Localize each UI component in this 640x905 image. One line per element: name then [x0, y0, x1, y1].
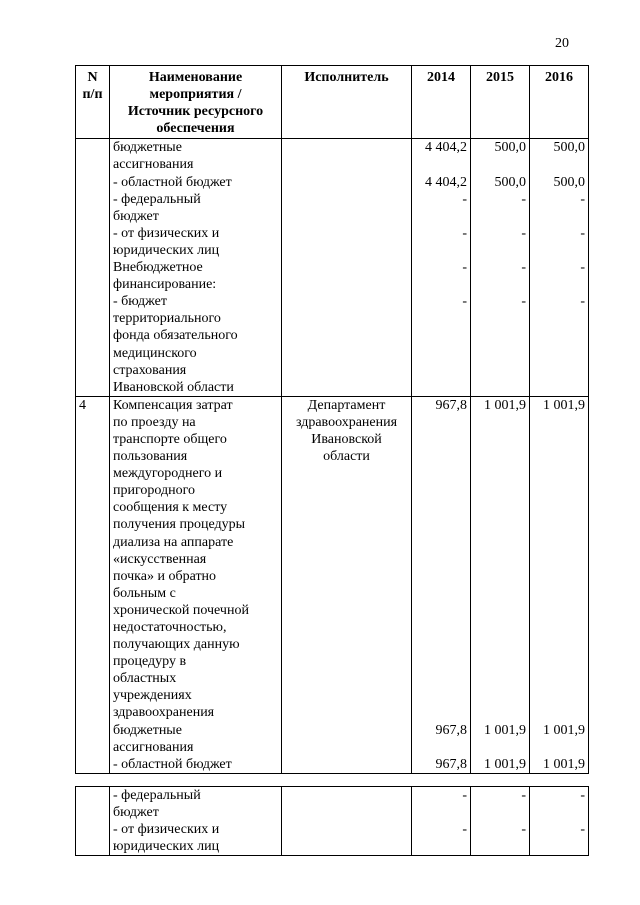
cell-line: [533, 465, 585, 482]
cell-line: бюджет: [113, 805, 159, 821]
cell-line: медицинского: [113, 345, 197, 361]
cell-line: [474, 670, 526, 687]
cell-line: [474, 431, 526, 448]
cell-line: [415, 687, 467, 704]
cell-line: -: [462, 788, 467, 803]
cell-line: [533, 242, 585, 259]
cell-line: 500,0: [494, 140, 526, 156]
cell-line: [474, 465, 526, 482]
cell-line: [474, 156, 526, 173]
cell-line: Департамент: [307, 397, 386, 413]
cell-line: [474, 414, 526, 431]
program-table-continued: [75, 786, 589, 856]
header-2016: 2016: [530, 66, 589, 139]
row-2015: [471, 396, 530, 773]
cell-line: [415, 156, 467, 173]
cell-line: недостаточностью,: [113, 620, 227, 635]
cell-line: страхования: [113, 362, 187, 378]
cell-line: - областной бюджет: [113, 174, 232, 190]
cell-line: -: [580, 788, 585, 803]
row-num: [76, 139, 110, 396]
cell-line: -: [580, 260, 585, 276]
cell-line: [533, 687, 585, 704]
cell-line: почка» и обратно: [113, 568, 217, 584]
table-row: [76, 139, 589, 396]
cell-line: - областной бюджет: [113, 756, 232, 772]
row-name: [110, 787, 282, 856]
cell-line: - от физических и: [113, 822, 220, 838]
cell-line: юридических лиц: [113, 839, 220, 855]
row-2014: [412, 396, 471, 773]
cell-line: [415, 804, 467, 821]
cell-line: [533, 534, 585, 551]
cell-line: [533, 414, 585, 431]
cell-line: [474, 687, 526, 704]
cell-line: получения процедуры: [113, 517, 246, 533]
cell-line: Ивановской области: [113, 379, 234, 395]
cell-line: [474, 482, 526, 499]
row-executor: [282, 787, 412, 856]
row-num: [76, 787, 110, 856]
cell-line: [415, 670, 467, 687]
cell-line: 500,0: [494, 174, 526, 190]
cell-line: междугороднего и: [113, 466, 223, 482]
cell-line: транспорте общего: [113, 431, 227, 447]
cell-line: [474, 276, 526, 293]
cell-line: пригородного: [113, 483, 195, 499]
row-num: 4: [76, 396, 110, 773]
cell-line: учреждениях: [113, 688, 192, 704]
cell-line: [415, 516, 467, 533]
cell-line: бюджетные: [113, 722, 182, 738]
cell-line: [474, 208, 526, 225]
cell-line: [474, 568, 526, 585]
cell-line: по проезду на: [113, 414, 196, 430]
cell-line: -: [462, 260, 467, 276]
cell-line: [415, 602, 467, 619]
header-2015: 2015: [471, 66, 530, 139]
cell-line: [474, 448, 526, 465]
cell-line: [533, 551, 585, 568]
cell-line: 1 001,9: [484, 397, 526, 413]
cell-line: [474, 804, 526, 821]
cell-line: 967,8: [435, 722, 467, 738]
row-2015: [471, 139, 530, 396]
cell-line: 1 001,9: [484, 756, 526, 772]
cell-line: [533, 585, 585, 602]
cell-line: - федеральный: [113, 191, 201, 207]
cell-line: [415, 619, 467, 636]
row-name: [110, 396, 282, 773]
cell-line: [415, 431, 467, 448]
cell-line: процедуру в: [113, 654, 187, 670]
header-2014: 2014: [412, 66, 471, 139]
cell-line: -: [521, 788, 526, 803]
cell-line: «искусственная: [113, 551, 207, 567]
cell-line: -: [580, 294, 585, 310]
cell-line: территориального: [113, 311, 221, 327]
cell-line: [415, 534, 467, 551]
cell-line: здравоохранения: [113, 705, 215, 721]
cell-line: 1 001,9: [543, 722, 585, 738]
cell-line: [533, 448, 585, 465]
cell-line: [415, 636, 467, 653]
row-name: [110, 139, 282, 396]
cell-line: Ивановской: [311, 431, 382, 447]
cell-line: [415, 653, 467, 670]
cell-line: [474, 516, 526, 533]
cell-line: [415, 276, 467, 293]
cell-line: [533, 804, 585, 821]
cell-line: 967,8: [435, 397, 467, 413]
cell-line: [533, 619, 585, 636]
cell-line: [474, 242, 526, 259]
cell-line: больным с: [113, 585, 176, 601]
cell-line: -: [462, 191, 467, 207]
cell-line: 4 404,2: [425, 140, 467, 156]
cell-line: диализа на аппарате: [113, 534, 234, 550]
cell-line: бюджетные: [113, 140, 182, 156]
header-name: Наименование мероприятия / Источник ресурсного обеспечения: [110, 66, 282, 139]
row-2016: [530, 787, 589, 856]
cell-line: 1 001,9: [543, 756, 585, 772]
cell-line: [474, 704, 526, 721]
cell-line: [415, 568, 467, 585]
header-executor: Исполнитель: [282, 66, 412, 139]
cell-line: получающих данную: [113, 637, 240, 653]
cell-line: - от физических и: [113, 225, 220, 241]
row-2014: [412, 787, 471, 856]
cell-line: здравоохранения: [295, 414, 398, 430]
cell-line: [533, 704, 585, 721]
cell-line: [533, 739, 585, 756]
row-2016: [530, 396, 589, 773]
cell-line: [474, 585, 526, 602]
cell-line: [415, 414, 467, 431]
cell-line: [474, 653, 526, 670]
cell-line: [474, 619, 526, 636]
header-num: N п/п: [76, 66, 110, 139]
cell-line: [533, 568, 585, 585]
table-row: [76, 396, 589, 773]
cell-line: фонда обязательного: [113, 328, 238, 344]
cell-line: Компенсация затрат: [113, 397, 233, 413]
cell-line: 4 404,2: [425, 174, 467, 190]
cell-line: -: [462, 294, 467, 310]
cell-line: -: [580, 225, 585, 241]
cell-line: [533, 276, 585, 293]
table-row: [76, 787, 589, 856]
cell-line: [415, 704, 467, 721]
cell-line: -: [462, 822, 467, 838]
cell-line: [533, 653, 585, 670]
cell-line: [474, 636, 526, 653]
cell-line: сообщения к месту: [113, 500, 228, 516]
cell-line: [533, 516, 585, 533]
cell-line: -: [521, 260, 526, 276]
cell-line: - федеральный: [113, 788, 201, 803]
cell-line: ассигнования: [113, 157, 194, 173]
row-executor: [282, 139, 412, 396]
cell-line: [533, 636, 585, 653]
cell-line: ассигнования: [113, 739, 194, 755]
cell-line: Внебюджетное: [113, 260, 203, 276]
row-executor: [282, 396, 412, 773]
cell-line: [533, 156, 585, 173]
cell-line: -: [462, 225, 467, 241]
cell-line: 500,0: [553, 174, 585, 190]
cell-line: юридических лиц: [113, 242, 220, 258]
cell-line: - бюджет: [113, 294, 167, 310]
cell-line: областных: [113, 671, 177, 687]
cell-line: [415, 208, 467, 225]
cell-line: бюджет: [113, 208, 159, 224]
cell-line: [533, 670, 585, 687]
cell-line: -: [580, 822, 585, 838]
cell-line: пользования: [113, 449, 188, 465]
cell-line: [415, 499, 467, 516]
cell-line: [415, 551, 467, 568]
cell-line: [533, 431, 585, 448]
cell-line: -: [521, 822, 526, 838]
cell-line: 500,0: [553, 140, 585, 156]
cell-line: 1 001,9: [543, 397, 585, 413]
table-header-row: [76, 66, 589, 139]
cell-line: [533, 602, 585, 619]
cell-line: 1 001,9: [484, 722, 526, 738]
cell-line: [533, 208, 585, 225]
cell-line: -: [580, 191, 585, 207]
cell-line: [474, 534, 526, 551]
cell-line: [415, 482, 467, 499]
cell-line: [533, 482, 585, 499]
cell-line: [474, 602, 526, 619]
cell-line: [474, 499, 526, 516]
cell-line: [415, 585, 467, 602]
row-2015: [471, 787, 530, 856]
row-2014: [412, 139, 471, 396]
cell-line: финансирование:: [113, 277, 217, 293]
cell-line: -: [521, 191, 526, 207]
page-number: 20: [555, 36, 569, 51]
cell-line: [474, 739, 526, 756]
cell-line: -: [521, 294, 526, 310]
cell-line: [474, 551, 526, 568]
cell-line: [415, 739, 467, 756]
row-2016: [530, 139, 589, 396]
cell-line: -: [521, 225, 526, 241]
cell-line: 967,8: [435, 756, 467, 772]
cell-line: [533, 499, 585, 516]
cell-line: [415, 448, 467, 465]
cell-line: [415, 242, 467, 259]
cell-line: хронической почечной: [113, 602, 249, 618]
program-table: [75, 65, 589, 774]
cell-line: области: [323, 449, 370, 465]
cell-line: [415, 465, 467, 482]
